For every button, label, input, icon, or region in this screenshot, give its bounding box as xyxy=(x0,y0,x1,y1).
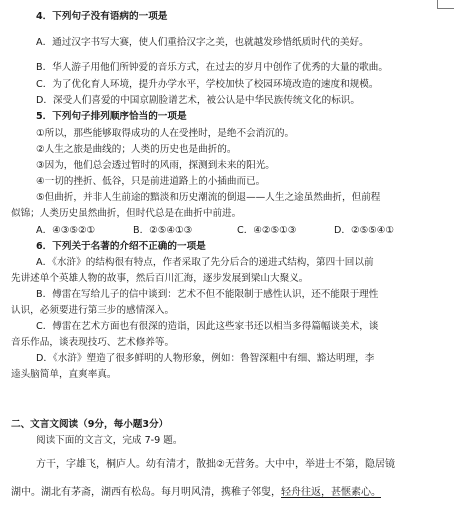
passage-line-2-lead: 湖中。湖北有茅斋，湖西有松岛。每月明风清，携稚子邻叟， xyxy=(11,487,281,498)
question-6-option-b-line-2: 认识，必须要进行第三步的感情深入。 xyxy=(11,305,175,316)
question-6-option-a-line-1: A．《水浒》的结构很有特点，作者采取了先分后合的递进式结构，第四十回以前 xyxy=(36,257,374,268)
passage-underlined-phrase: 轻舟往返，甚惬素心。 xyxy=(281,487,381,498)
question-5-stem: 5．下列句子排列顺序恰当的一项是 xyxy=(36,111,187,122)
question-4-option-a: A．通过汉字书写大赛，使人们重拾汉字之美，也就越发珍惜纸质时代的美好。 xyxy=(36,37,369,48)
question-5-option-c: C．④②⑤①③ xyxy=(237,225,297,236)
question-5-sentence-3: ③因为，他们总会透过暂时的风雨，探测到未来的阳光。 xyxy=(36,160,275,171)
section-2-instruction: 阅读下面的文言文，完成 7-9 题。 xyxy=(36,435,183,446)
question-6-option-d-line-2: 逵头脑简单，直爽率真。 xyxy=(11,369,117,380)
question-6-option-c-line-1: C．傅雷在艺术方面也有很深的造诣，因此这些家书还以相当多得篇幅谈美术，谈 xyxy=(36,321,379,332)
question-6-option-d-line-1: D．《水浒》塑造了很多鲜明的人物形象，例如：鲁智深粗中有细、豁达明理，李 xyxy=(36,353,375,364)
question-5-option-b: B．②⑤④①③ xyxy=(133,225,193,236)
question-4-option-d: D．深受人们喜爱的中国京剧脸谱艺术，被公认是中华民族传统文化的标识。 xyxy=(36,95,360,106)
question-4-option-c: C．为了优化育人环境，提升办学水平，学校加快了校园环境改造的速度和规模。 xyxy=(36,79,379,90)
question-4-option-b: B．华人游子用他们所钟爱的音乐方式，在过去的岁月中创作了优秀的大量的歌曲。 xyxy=(36,62,388,73)
question-6-option-c-line-2: 音乐作品，谈表现技巧、艺术修养等。 xyxy=(11,337,175,348)
question-5-sentence-1: ①所以，那些能够取得成功的人在受挫时，是绝不会消沉的。 xyxy=(36,128,295,139)
passage-line-2 xyxy=(11,488,381,498)
question-5-sentence-4: ④一切的挫折、低谷，只是前进道路上的小插曲而已。 xyxy=(36,176,266,187)
question-5-sentence-5-line-1: ⑤但曲折，并非人生前途的黯淡和历史潮流的倒退——人生之途虽然曲折，但前程 xyxy=(36,192,381,203)
question-4-stem: 4．下列句子没有语病的一项是 xyxy=(36,11,168,22)
question-6-stem: 6．下列关于名著的介绍不正确的一项是 xyxy=(36,241,206,252)
question-5-sentence-5-line-2: 似锦；人类历史虽然曲折，但时代总是在曲折中前进。 xyxy=(11,208,242,219)
question-5-options xyxy=(36,226,394,236)
passage-line-1: 方干，字雄飞，桐庐人。幼有清才，散拙②无营务。大中中，举进士不第，隐居镜 xyxy=(36,459,395,470)
question-6-option-a-line-2: 先讲述单个英雄人物的故事，然后百川汇海，逐步发展到梁山大聚义。 xyxy=(11,273,309,284)
section-2-heading: 二、文言文阅读（9分，每小题3分） xyxy=(11,419,169,430)
question-6-option-b-line-1: B．傅雷在写给儿子的信中谈到：艺术不但不能限制于感性认识，还不能限于理性 xyxy=(36,289,379,300)
question-5-option-d: D．②⑤⑤④① xyxy=(334,225,394,236)
question-5-sentence-2: ②人生之旅是曲线的；人类的历史也是曲折的。 xyxy=(36,144,237,155)
question-5-option-a: A．④③⑤②① xyxy=(36,225,96,236)
